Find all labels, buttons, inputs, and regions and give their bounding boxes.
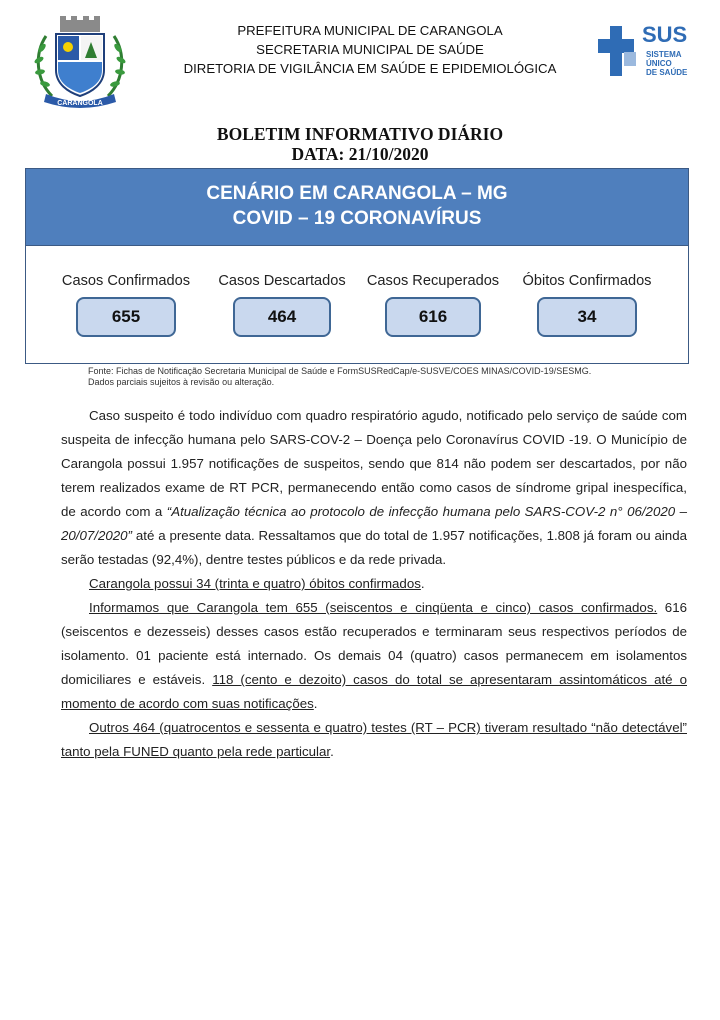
paragraph-1 (61, 404, 687, 572)
panel-heading-line-2: COVID – 19 CORONAVÍRUS (232, 208, 482, 229)
stat-deaths (514, 273, 660, 337)
stat-recovered (362, 273, 504, 337)
p3-confirmed: Informamos que Carangola tem 655 (seiscentos e cinqüenta e cinco) casos confirmados. (89, 600, 658, 615)
stat-value-box: 464 (233, 297, 331, 337)
stat-label: Casos Confirmados (61, 273, 191, 289)
header-line-1: PREFEITURA MUNICIPAL DE CARANGOLA (237, 23, 503, 38)
paragraph-3 (61, 596, 687, 716)
source-note (88, 366, 688, 388)
bulletin-title (0, 124, 720, 164)
municipal-crest-icon (30, 14, 130, 110)
p3-asymptomatic: 118 (cento e dezoito) casos do total se apresentaram assintomáticos até o momento de acordo com suas notificações (61, 672, 688, 711)
p2-end: . (420, 576, 425, 591)
stat-value-box: 655 (76, 297, 176, 337)
header-line-2: SECRETARIA MUNICIPAL DE SAÚDE (256, 42, 484, 57)
covid-stats-panel (25, 168, 689, 364)
p4-end: . (330, 744, 334, 759)
source-line-2: Dados parciais sujeitos à revisão ou alteração. (88, 377, 275, 387)
crest-ribbon-text: CARANGOLA (57, 100, 103, 107)
p1-text-b: até a presente data. Ressaltamos que do total de 1.957 notificações, 1.808 já foram ou ainda serão testadas (92,4%), dentre testes públicos e da rede privada. (61, 528, 687, 567)
sus-logo-big: SUS (642, 22, 688, 47)
paragraph-2 (61, 572, 687, 596)
header-line-3: DIRETORIA DE VIGILÂNCIA EM SAÚDE E EPIDEMIOLÓGICA (183, 61, 557, 76)
sus-logo-icon (596, 20, 696, 86)
panel-heading-line-1: CENÁRIO EM CARANGOLA – MG (206, 183, 508, 204)
bulletin-body (61, 404, 687, 764)
stat-discarded (212, 273, 352, 337)
stat-label: Casos Recuperados (366, 273, 500, 289)
bulletin-title-line: BOLETIM INFORMATIVO DIÁRIO (216, 124, 504, 144)
p1-text-a: Caso suspeito é todo indivíduo com quadro respiratório agudo, notificado pelo serviço de saúde com suspeita de infecção humana pelo SARS-COV-2 – Doença pelo Coronavírus COVID -19. O Município de Carangola possui 1.957 notificações de suspeitos, sendo que 814 não podem ser descartados, por não terem realizados exame de RT PCR, permanecendo então como casos de síndrome gripal inespecífica, de acordo com a (61, 408, 687, 519)
document-header (0, 0, 720, 120)
panel-heading (26, 169, 688, 246)
paragraph-4 (61, 716, 687, 764)
stat-value-box: 34 (537, 297, 637, 337)
p3-text: 616 (seiscentos e dezesseis) desses casos estão recuperados e terminaram seus respectivos períodos de isolamento. 01 paciente está internado. Os demais 04 (quatro) casos permanecem em isolamentos domiciliares e estáveis. (61, 600, 687, 687)
p4-tests: Outros 464 (quatrocentos e sessenta e quatro) testes (RT – PCR) tiveram resultado “não detectável” tanto pela FUNED quanto pela rede particular (61, 720, 687, 759)
p2-deaths: Carangola possui 34 (trinta e quatro) óbitos confirmados (89, 576, 421, 591)
bulletin-date: DATA: 21/10/2020 (291, 144, 429, 164)
header-text (150, 21, 590, 78)
sus-logo-small-2: ÚNICO (646, 59, 672, 68)
stat-label: Óbitos Confirmados (522, 273, 652, 289)
p1-reference: “Atualização técnica ao protocolo de infecção humana pelo SARS-COV-2 n° 06/2020 – 20/07/2020” (61, 504, 687, 543)
sus-logo-small-3: DE SAÚDE (646, 68, 688, 77)
p3-end: . (313, 696, 318, 711)
stat-confirmed (56, 273, 196, 337)
sus-logo-small-1: SISTEMA (646, 50, 682, 59)
source-line-1: Fonte: Fichas de Notificação Secretaria Municipal de Saúde e FormSUSRedCap/e-SUSVE/COES MINAS/COVID-19/SESMG. (88, 366, 592, 376)
stat-value-box: 616 (385, 297, 481, 337)
stat-label: Casos Descartados (218, 273, 346, 289)
